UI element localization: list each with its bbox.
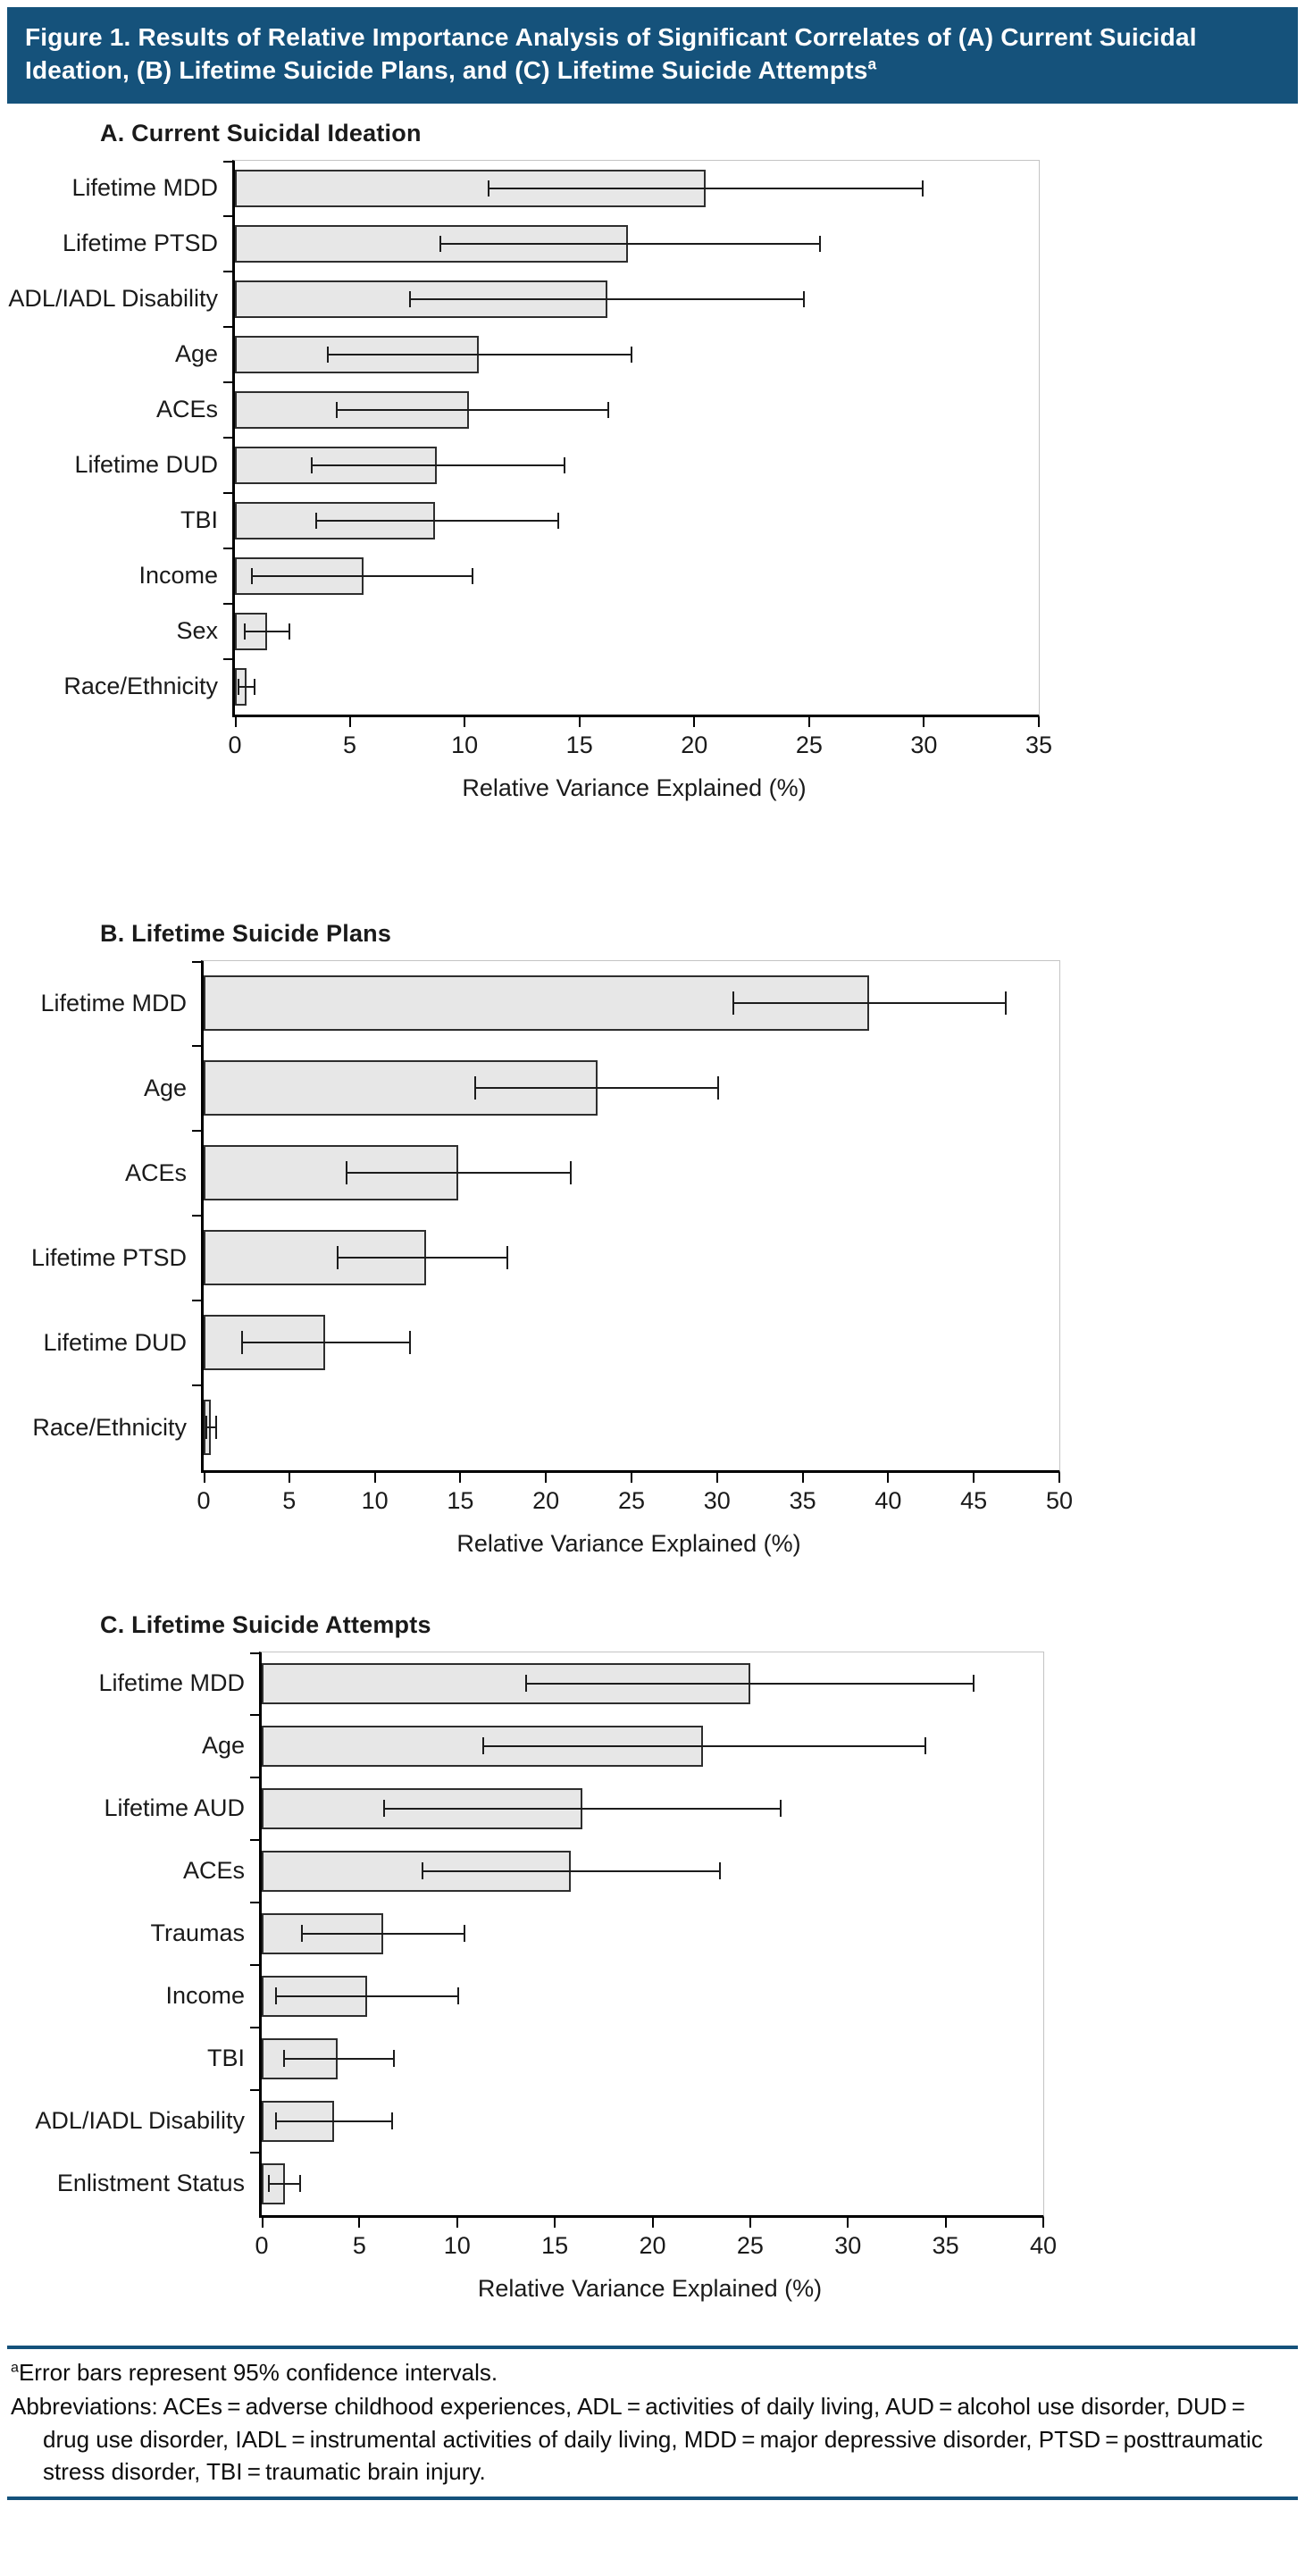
y-axis-tick	[223, 215, 232, 217]
x-axis-tick	[808, 717, 810, 727]
x-axis-tick	[693, 717, 695, 727]
x-axis-tick-label: 15	[565, 731, 593, 758]
panel-c-lifetime-suicide-attempts	[0, 1611, 1305, 2303]
y-axis-tick	[192, 1130, 201, 1132]
error-bar	[301, 1925, 465, 1942]
footnote-bottom-rule	[7, 2497, 1298, 2500]
x-axis-tick	[289, 1473, 290, 1483]
x-axis-tick-label: 0	[228, 731, 242, 758]
x-axis-tick-label: 15	[541, 2231, 569, 2259]
error-bar	[525, 1675, 975, 1692]
figure-title-footnote-marker: a	[867, 54, 877, 73]
x-axis-tick-label: 25	[736, 2231, 764, 2259]
panel-c-category-labels	[0, 1652, 259, 2215]
panel-b-x-axis-label: Relative Variance Explained (%)	[456, 1529, 801, 1557]
error-bar	[488, 180, 924, 197]
error-bar	[251, 568, 473, 584]
x-axis-tick-label: 10	[443, 2231, 471, 2259]
x-axis-tick	[887, 1473, 889, 1483]
x-axis-tick	[945, 2218, 947, 2228]
error-bar	[439, 236, 821, 252]
y-axis-tick	[223, 381, 232, 383]
x-axis-tick	[652, 2218, 654, 2228]
error-bar	[238, 679, 256, 695]
x-axis-tick-label: 40	[874, 1486, 902, 1514]
error-bar	[346, 1161, 572, 1184]
y-axis-tick	[223, 161, 232, 163]
x-axis-tick-label: 30	[703, 1486, 731, 1514]
category-label: Sex	[176, 617, 218, 645]
y-axis-tick	[223, 603, 232, 605]
x-axis-tick-label: 20	[681, 731, 708, 758]
category-label: Age	[143, 1074, 187, 1101]
footnote-error-bars-text: Error bars represent 95% confidence intervals.	[18, 2358, 498, 2386]
footnote-abbreviations: Abbreviations: ACEs = adverse childhood experiences, ADL = activities of daily living, AUD = alcohol use disorder, DUD = drug use disorder, IADL = instrumental activities of daily living, MDD = major depressive disorder, PTSD = posttraumatic stress disorder, TBI = traumatic brain injury.	[11, 2393, 1263, 2486]
category-label: Traumas	[150, 1919, 245, 1947]
x-axis-tick	[579, 717, 581, 727]
x-axis-tick-label: 10	[451, 731, 479, 758]
y-axis-tick	[250, 1839, 259, 1841]
panel-c-x-axis-label: Relative Variance Explained (%)	[477, 2274, 823, 2302]
footnote-text	[0, 2349, 1305, 2497]
y-axis-tick	[223, 437, 232, 439]
category-label: ADL/IADL Disability	[8, 285, 218, 313]
category-label: Lifetime DUD	[74, 451, 218, 479]
error-bar	[482, 1737, 926, 1754]
category-label: Income	[165, 1982, 245, 2010]
error-bar	[336, 402, 609, 418]
category-label: Race/Ethnicity	[32, 1413, 187, 1441]
error-bar	[205, 1416, 217, 1439]
error-bar	[315, 513, 559, 529]
panel-b-lifetime-suicide-plans	[0, 920, 1305, 1558]
category-label: ACEs	[182, 1857, 245, 1885]
x-axis-tick	[349, 717, 351, 727]
error-bar	[311, 457, 565, 473]
x-axis-tick	[554, 2218, 556, 2228]
category-label: ADL/IADL Disability	[35, 2107, 245, 2135]
category-label: TBI	[206, 2045, 245, 2072]
x-axis-tick-label: 20	[532, 1486, 560, 1514]
panel-a-category-labels	[0, 161, 232, 715]
y-axis-tick	[250, 2089, 259, 2091]
panel-c-plotwrap	[255, 1652, 1058, 2270]
x-axis-tick	[802, 1473, 804, 1483]
category-label: ACEs	[155, 396, 218, 423]
error-bar	[383, 1800, 782, 1817]
error-bar	[241, 1331, 411, 1354]
x-axis-tick	[847, 2218, 849, 2228]
x-axis-tick-label: 5	[352, 2231, 366, 2259]
y-axis-tick	[192, 1215, 201, 1217]
panel-a-x-axis	[228, 717, 1053, 769]
x-axis-tick	[456, 2218, 458, 2228]
panel-a-x-axis-label: Relative Variance Explained (%)	[462, 774, 807, 801]
x-axis-tick	[749, 2218, 751, 2228]
category-label: TBI	[180, 506, 218, 534]
x-axis-tick	[464, 717, 465, 727]
x-axis-tick	[262, 2218, 264, 2228]
y-axis-tick	[223, 271, 232, 272]
panel-a-title: A. Current Suicidal Ideation	[100, 119, 422, 146]
x-axis-tick-label: 35	[932, 2231, 959, 2259]
x-axis-tick	[545, 1473, 547, 1483]
x-axis-tick	[374, 1473, 376, 1483]
error-bar	[409, 291, 804, 307]
x-axis-tick-label: 35	[789, 1486, 816, 1514]
category-label: Age	[174, 340, 218, 368]
y-axis-tick	[250, 1777, 259, 1778]
x-axis-tick-label: 25	[617, 1486, 646, 1514]
x-axis-tick-label: 0	[197, 1486, 211, 1514]
y-axis-tick	[250, 2027, 259, 2028]
panel-a-plot-area	[232, 160, 1040, 717]
x-axis-tick-label: 35	[1025, 731, 1053, 758]
y-axis-tick	[223, 492, 232, 494]
category-label: Lifetime MDD	[71, 174, 218, 202]
y-axis-tick	[250, 2152, 259, 2154]
y-axis-tick	[192, 1384, 201, 1386]
panel-b-plotwrap	[197, 960, 1074, 1525]
panel-c-chart	[0, 1652, 1305, 2270]
category-label: Lifetime DUD	[43, 1328, 187, 1356]
x-axis-tick-label: 5	[282, 1486, 297, 1514]
y-axis-tick	[250, 1714, 259, 1716]
panel-b-chart	[0, 960, 1305, 1525]
panel-c-plot-area	[259, 1652, 1044, 2218]
category-label: Income	[138, 562, 218, 590]
x-axis-tick-label: 50	[1045, 1486, 1074, 1514]
category-label: Lifetime AUD	[104, 1794, 245, 1822]
x-axis-tick	[973, 1473, 975, 1483]
error-bar	[337, 1246, 508, 1269]
panel-b-x-axis	[197, 1473, 1074, 1525]
panel-a-current-suicidal-ideation	[0, 120, 1305, 802]
x-axis-tick	[1038, 717, 1040, 727]
error-bar	[268, 2175, 301, 2192]
x-axis-tick-label: 30	[834, 2231, 862, 2259]
figure-title-bar	[7, 7, 1298, 104]
x-axis-tick	[631, 1473, 632, 1483]
x-axis-tick	[235, 717, 237, 727]
x-axis-tick	[716, 1473, 718, 1483]
error-bar	[732, 991, 1007, 1015]
category-label: Lifetime PTSD	[62, 230, 218, 257]
x-axis-tick	[358, 2218, 360, 2228]
category-label: Age	[201, 1732, 245, 1760]
x-axis-tick-label: 10	[361, 1486, 389, 1514]
x-axis-tick-label: 25	[795, 731, 823, 758]
y-axis-tick	[223, 326, 232, 328]
panel-c-title: C. Lifetime Suicide Attempts	[100, 1610, 431, 1638]
category-label: Lifetime MDD	[40, 989, 187, 1016]
category-label: Lifetime PTSD	[30, 1243, 187, 1271]
x-axis-tick-label: 15	[447, 1486, 474, 1514]
y-axis-tick	[192, 1300, 201, 1301]
panel-a-chart	[0, 160, 1305, 769]
panel-a-plotwrap	[228, 160, 1053, 769]
y-axis-tick	[250, 1902, 259, 1903]
figure-title	[7, 7, 1298, 104]
x-axis-tick	[1042, 2218, 1044, 2228]
y-axis-tick	[192, 1045, 201, 1047]
y-axis-tick	[223, 548, 232, 549]
error-bar	[327, 347, 632, 363]
category-label: ACEs	[124, 1158, 187, 1186]
panel-b-category-labels	[0, 961, 201, 1470]
x-axis-tick	[204, 1473, 205, 1483]
footnotes	[0, 2346, 1305, 2501]
x-axis-tick-label: 30	[910, 731, 938, 758]
category-label: Lifetime MDD	[98, 1669, 245, 1697]
panel-c-x-axis	[255, 2218, 1058, 2270]
y-axis-tick	[250, 1964, 259, 1966]
panel-b-title: B. Lifetime Suicide Plans	[100, 919, 392, 947]
footnote-marker: a	[11, 2359, 19, 2376]
y-axis-tick	[223, 658, 232, 660]
y-axis-tick	[250, 1652, 259, 1654]
error-bar	[244, 623, 289, 640]
error-bar	[275, 2112, 392, 2129]
x-axis-tick-label: 0	[255, 2231, 269, 2259]
panel-b-plot-area	[201, 960, 1060, 1473]
x-axis-tick-label: 5	[343, 731, 357, 758]
category-label: Race/Ethnicity	[63, 673, 218, 700]
y-axis-tick	[192, 961, 201, 963]
x-axis-tick-label: 20	[639, 2231, 666, 2259]
x-axis-tick	[923, 717, 924, 727]
error-bar	[474, 1076, 719, 1100]
figure-title-text: Figure 1. Results of Relative Importance Analysis of Significant Correlates of (A) Current Suicidal Ideation, (B) Lifetime Suicide Plans, and (C) Lifetime Suicide Attempts	[25, 23, 1197, 84]
x-axis-tick	[1058, 1473, 1060, 1483]
category-label: Enlistment Status	[56, 2170, 245, 2197]
x-axis-tick-label: 45	[960, 1486, 988, 1514]
error-bar	[275, 1987, 459, 2004]
figure-page	[0, 7, 1305, 2500]
error-bar	[283, 2050, 395, 2067]
footnote-error-bars	[11, 2356, 1294, 2388]
x-axis-tick	[459, 1473, 461, 1483]
error-bar	[422, 1862, 721, 1879]
x-axis-tick-label: 40	[1029, 2231, 1058, 2259]
